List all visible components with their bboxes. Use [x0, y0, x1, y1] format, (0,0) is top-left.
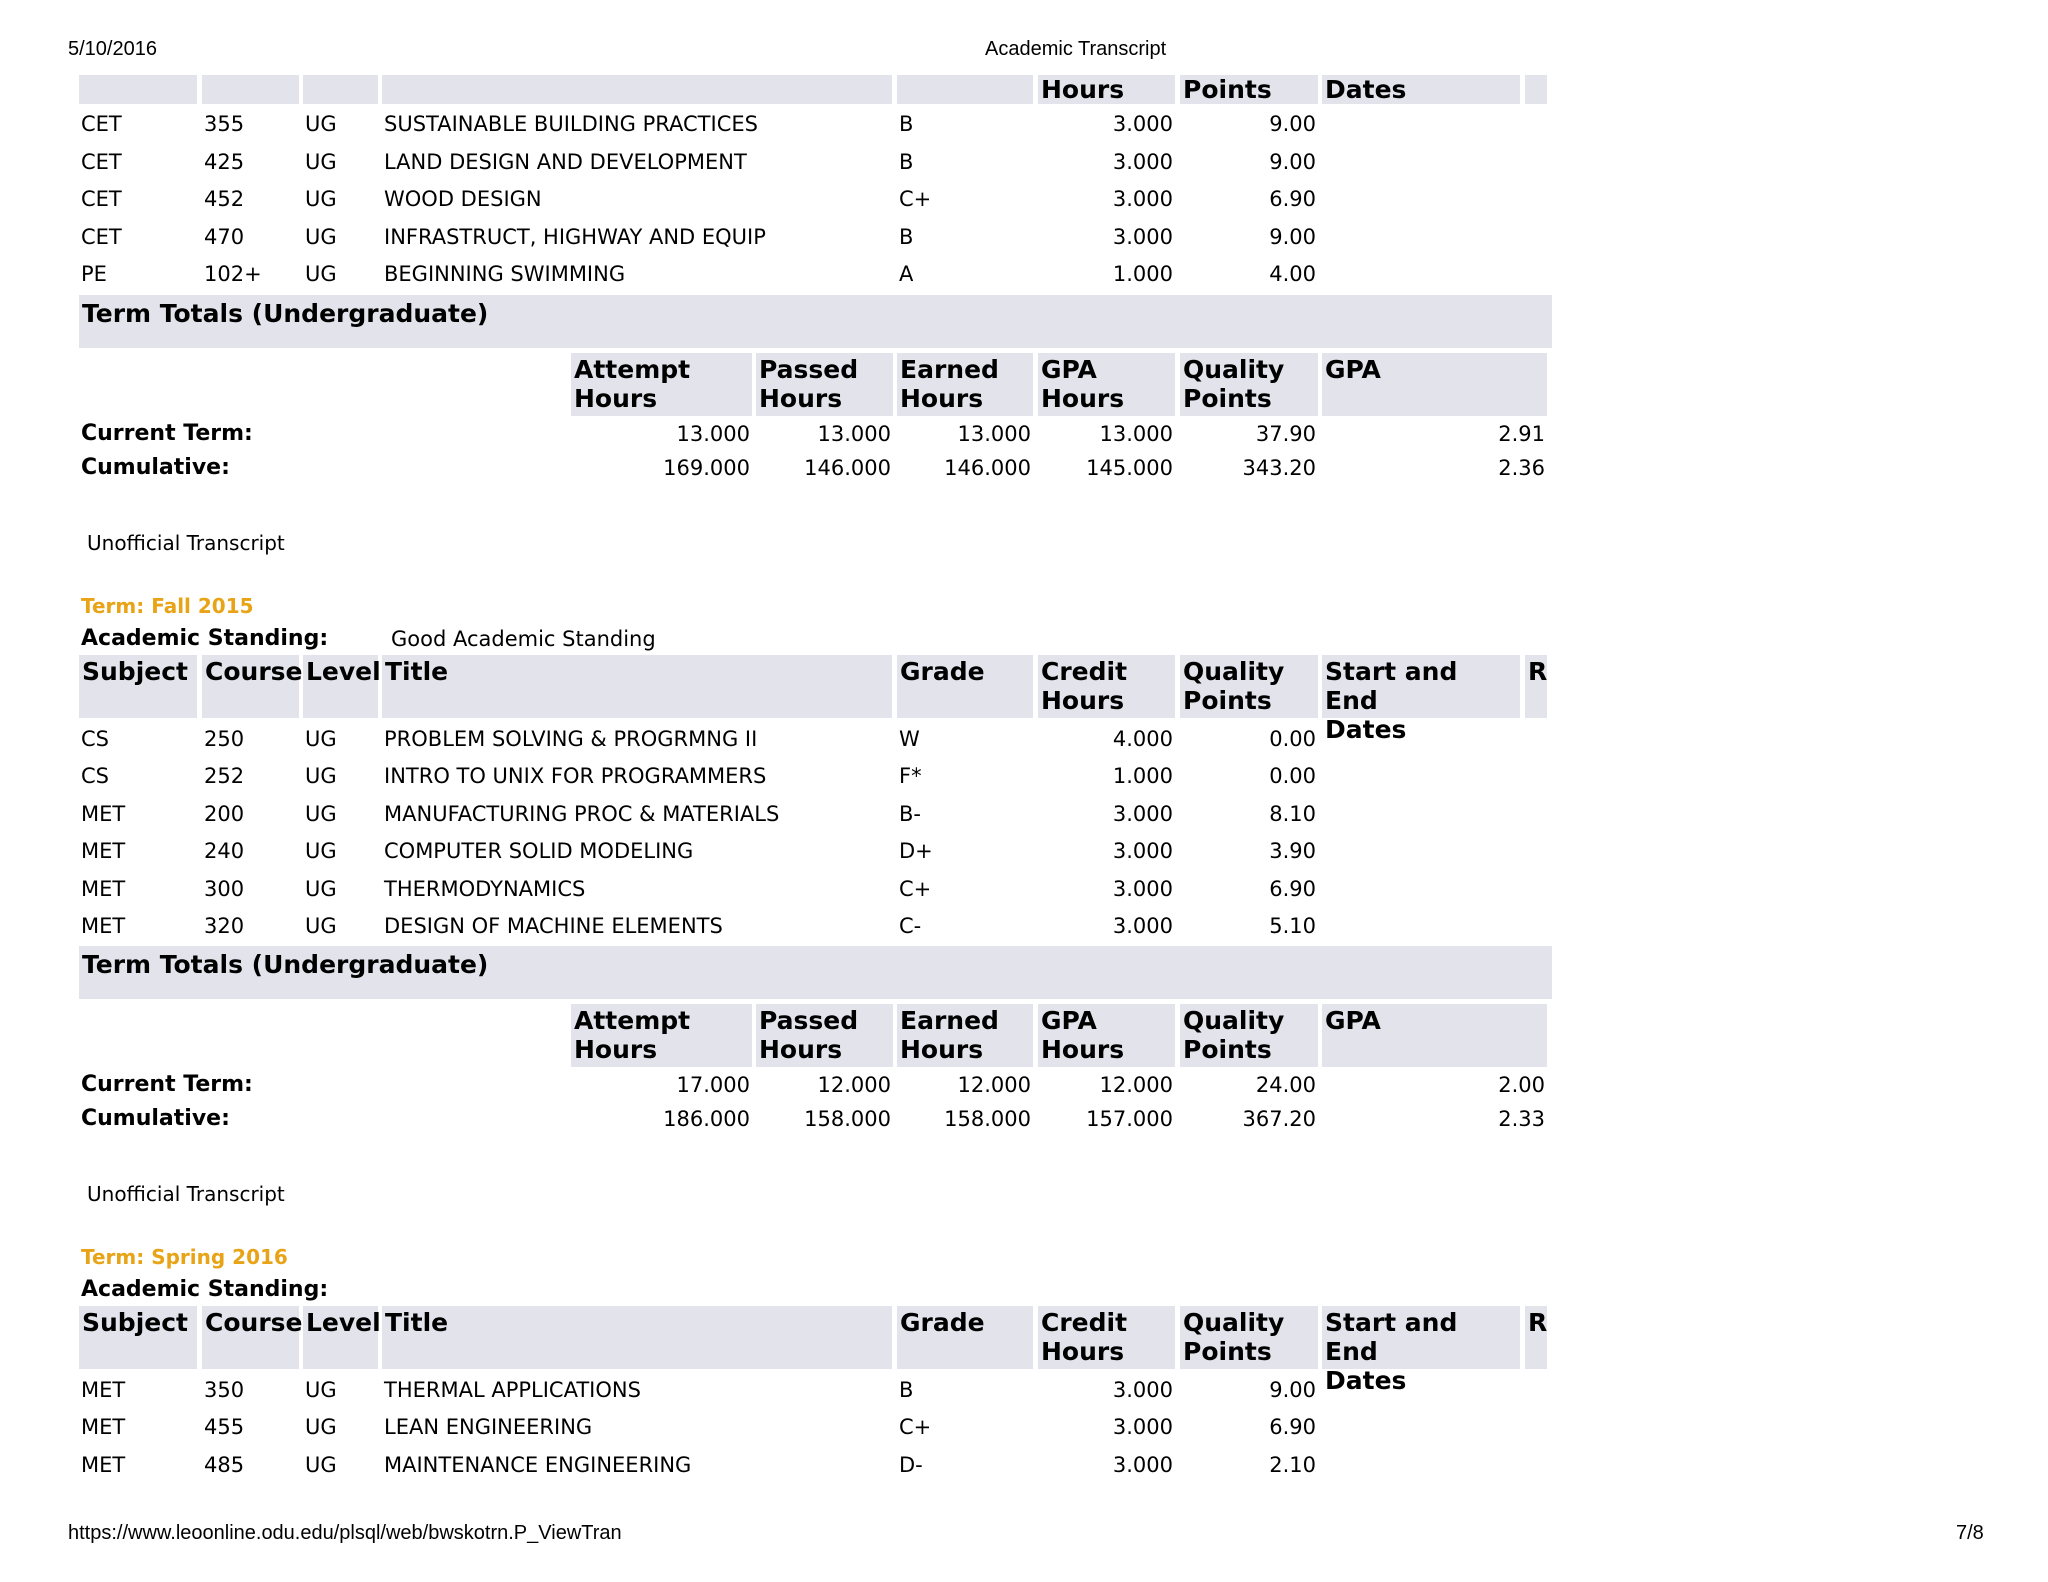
course-level: UG	[305, 149, 337, 174]
course-subject: MET	[81, 1378, 126, 1402]
course-credit: 3.000	[1112, 224, 1173, 249]
totals-gpa: 2.91	[1498, 422, 1545, 446]
totals-header-passed	[756, 353, 893, 416]
course-credit: 3.000	[1112, 187, 1173, 211]
course-credit: 3.000	[1112, 839, 1173, 864]
course-title: MAINTENANCE ENGINEERING	[384, 1452, 692, 1477]
course-course: 350	[204, 1378, 245, 1402]
course-grade: C+	[899, 187, 932, 211]
course-quality: 2.10	[1269, 1452, 1316, 1477]
course-level: UG	[305, 727, 337, 751]
header-subject-line: Subject	[82, 1308, 188, 1337]
academic-standing-value: Good Academic Standing	[391, 627, 656, 651]
course-level: UG	[305, 914, 337, 938]
course-title: INFRASTRUCT, HIGHWAY AND EQUIP	[384, 224, 766, 249]
course-course: 250	[204, 727, 245, 751]
course-subject: MET	[81, 876, 126, 901]
totals-header-attempt-line: Hours	[574, 384, 658, 413]
totals-row-label: Cumulative:	[81, 455, 230, 480]
course-title: THERMODYNAMICS	[384, 876, 586, 901]
course-level: UG	[305, 876, 337, 901]
totals-header-attempt-line: Attempt	[574, 355, 691, 384]
course-quality: 9.00	[1269, 112, 1316, 136]
header-quality-points-line: Quality	[1183, 1308, 1285, 1337]
totals-row-label: Current Term:	[81, 421, 253, 446]
unofficial-label: Unofficial Transcript	[87, 531, 285, 555]
totals-gpa_hours: 13.000	[1099, 422, 1173, 446]
course-quality: 0.00	[1269, 764, 1316, 789]
course-quality: 3.90	[1269, 839, 1316, 864]
totals-header-earned-line: Earned	[900, 355, 999, 384]
course-level: UG	[305, 187, 337, 211]
totals-header-passed-line: Hours	[759, 1035, 843, 1064]
header-title-line: Title	[385, 1308, 449, 1337]
course-subject: PE	[81, 262, 107, 286]
totals-gpa: 2.36	[1498, 456, 1545, 480]
course-credit: 3.000	[1112, 801, 1173, 826]
course-course: 452	[204, 187, 245, 211]
course-subject: MET	[81, 801, 126, 826]
totals-header-quality	[1180, 353, 1318, 416]
course-quality: 6.90	[1269, 1415, 1316, 1440]
totals-passed: 158.000	[804, 1107, 891, 1131]
course-quality: 0.00	[1269, 727, 1316, 751]
course-subject: CS	[81, 727, 109, 751]
totals-gpa_hours: 12.000	[1099, 1073, 1173, 1097]
header-title	[382, 655, 892, 718]
course-grade: D+	[899, 839, 933, 864]
course-course: 240	[204, 839, 245, 864]
totals-header-quality-line: Points	[1183, 1035, 1272, 1064]
course-subject: CET	[81, 187, 122, 211]
header-dates: Dates	[1322, 75, 1520, 104]
totals-header-quality	[1180, 1004, 1318, 1067]
totals-passed: 12.000	[817, 1073, 891, 1097]
totals-header-quality-line: Quality	[1183, 355, 1285, 384]
course-quality: 6.90	[1269, 876, 1316, 901]
course-course: 355	[204, 112, 245, 136]
course-title: LAND DESIGN AND DEVELOPMENT	[384, 149, 747, 174]
course-credit: 3.000	[1112, 1452, 1173, 1477]
page-url: https://www.leoonline.odu.edu/plsql/web/bwskotrn.P_ViewTran	[68, 1522, 622, 1544]
course-subject: CS	[81, 764, 109, 789]
header-level-line: Level	[306, 1308, 381, 1337]
header-r	[1525, 655, 1547, 718]
course-title: SUSTAINABLE BUILDING PRACTICES	[384, 112, 758, 136]
totals-earned: 12.000	[957, 1073, 1031, 1097]
totals-earned: 146.000	[944, 456, 1031, 480]
course-course: 200	[204, 801, 245, 826]
course-credit: 3.000	[1112, 876, 1173, 901]
totals-gpa_hours: 145.000	[1086, 456, 1173, 480]
course-credit: 1.000	[1112, 764, 1173, 789]
course-grade: C-	[899, 914, 922, 938]
course-credit: 4.000	[1112, 727, 1173, 751]
term-totals-heading: Term Totals (Undergraduate)	[79, 295, 1552, 348]
header-grade	[897, 1306, 1033, 1369]
totals-header-passed-line: Passed	[759, 1006, 859, 1035]
totals-row-label: Cumulative:	[81, 1106, 230, 1131]
totals-header-attempt-line: Attempt	[574, 1006, 691, 1035]
header-course-line: Course	[205, 1308, 303, 1337]
course-subject: CET	[81, 112, 122, 136]
term-label: Term: Fall 2015	[81, 594, 254, 618]
totals-header-gpa-hours-line: GPA	[1041, 355, 1097, 384]
course-title: COMPUTER SOLID MODELING	[384, 839, 694, 864]
unofficial-label: Unofficial Transcript	[87, 1182, 285, 1206]
header-title	[382, 1306, 892, 1369]
totals-header-earned	[897, 1004, 1033, 1067]
header-start-end-dates	[1322, 1306, 1520, 1395]
totals-header-attempt	[571, 353, 752, 416]
totals-attempt: 17.000	[676, 1073, 750, 1097]
header-credit-hours-line: Credit	[1041, 657, 1128, 686]
course-course: 102+	[204, 262, 262, 286]
header-start-end-dates-line: Dates	[1325, 1366, 1407, 1395]
header-level	[303, 655, 381, 718]
totals-attempt: 169.000	[663, 456, 750, 480]
course-subject: MET	[81, 1452, 126, 1477]
course-quality: 6.90	[1269, 187, 1316, 211]
course-quality: 4.00	[1269, 262, 1316, 286]
course-title: PROBLEM SOLVING & PROGRMNG II	[384, 727, 758, 751]
course-course: 252	[204, 764, 245, 789]
totals-header-gpa-line: GPA	[1325, 355, 1381, 384]
header-level-line: Level	[306, 657, 381, 686]
course-title: INTRO TO UNIX FOR PROGRAMMERS	[384, 764, 767, 789]
course-title: LEAN ENGINEERING	[384, 1415, 593, 1440]
totals-header-attempt	[571, 1004, 752, 1067]
course-course: 485	[204, 1452, 245, 1477]
course-title: WOOD DESIGN	[384, 187, 542, 211]
print-date: 5/10/2016	[68, 38, 157, 60]
totals-header-earned-line: Earned	[900, 1006, 999, 1035]
totals-header-gpa-hours	[1038, 1004, 1175, 1067]
totals-passed: 13.000	[817, 422, 891, 446]
course-level: UG	[305, 1452, 337, 1477]
course-grade: A	[899, 262, 914, 286]
totals-header-quality-line: Points	[1183, 384, 1272, 413]
course-credit: 3.000	[1112, 149, 1173, 174]
course-subject: MET	[81, 1415, 126, 1440]
academic-standing-label: Academic Standing:	[81, 626, 329, 651]
course-grade: C+	[899, 1415, 932, 1440]
header-start-end-dates-line: Dates	[1325, 715, 1407, 744]
course-grade: D-	[899, 1452, 923, 1477]
header-quality-points-line: Points	[1183, 686, 1272, 715]
header-grade	[897, 655, 1033, 718]
course-credit: 3.000	[1112, 1378, 1173, 1402]
totals-header-earned	[897, 353, 1033, 416]
totals-header-gpa-hours	[1038, 353, 1175, 416]
course-course: 470	[204, 224, 245, 249]
header-r	[1525, 1306, 1547, 1369]
header-r-line: R	[1528, 1308, 1548, 1337]
totals-header-gpa-hours-line: GPA	[1041, 1006, 1097, 1035]
course-subject: CET	[81, 149, 122, 174]
totals-header-passed-line: Hours	[759, 384, 843, 413]
header-course-line: Course	[205, 657, 303, 686]
header-credit-hours	[1038, 655, 1175, 718]
course-credit: 3.000	[1112, 914, 1173, 938]
header-subject	[79, 655, 197, 718]
course-course: 455	[204, 1415, 245, 1440]
course-credit: 1.000	[1112, 262, 1173, 286]
header-quality-points	[1180, 1306, 1318, 1369]
course-subject: CET	[81, 224, 122, 249]
course-subject: MET	[81, 914, 126, 938]
course-quality: 9.00	[1269, 224, 1316, 249]
totals-gpa: 2.00	[1498, 1073, 1545, 1097]
course-credit: 3.000	[1112, 1415, 1173, 1440]
totals-quality: 24.00	[1255, 1073, 1316, 1097]
totals-earned: 158.000	[944, 1107, 1031, 1131]
totals-passed: 146.000	[804, 456, 891, 480]
header-hours: Hours	[1038, 75, 1175, 104]
header-quality-points	[1180, 655, 1318, 718]
course-course: 425	[204, 149, 245, 174]
course-quality: 9.00	[1269, 149, 1316, 174]
header-start-end-dates	[1322, 655, 1520, 744]
course-title: DESIGN OF MACHINE ELEMENTS	[384, 914, 723, 938]
totals-gpa_hours: 157.000	[1086, 1107, 1173, 1131]
course-quality: 9.00	[1269, 1378, 1316, 1402]
course-grade: W	[899, 727, 920, 751]
academic-standing-label: Academic Standing:	[81, 1277, 329, 1302]
course-subject: MET	[81, 839, 126, 864]
header-title-line: Title	[385, 657, 449, 686]
totals-quality: 343.20	[1242, 456, 1316, 480]
course-title: MANUFACTURING PROC & MATERIALS	[384, 801, 780, 826]
totals-quality: 367.20	[1242, 1107, 1316, 1131]
header-level	[303, 1306, 381, 1369]
totals-header-attempt-line: Hours	[574, 1035, 658, 1064]
page-number: 7/8	[1956, 1522, 1984, 1544]
header-credit-hours-line: Hours	[1041, 686, 1125, 715]
header-grade-line: Grade	[900, 1308, 985, 1337]
header-subject-line: Subject	[82, 657, 188, 686]
course-level: UG	[305, 801, 337, 826]
header-subject	[79, 1306, 197, 1369]
course-quality: 8.10	[1269, 801, 1316, 826]
totals-header-earned-line: Hours	[900, 384, 984, 413]
totals-header-gpa-line: GPA	[1325, 1006, 1381, 1035]
header-grade-line: Grade	[900, 657, 985, 686]
page-title: Academic Transcript	[985, 38, 1167, 60]
term-label: Term: Spring 2016	[81, 1245, 288, 1269]
course-grade: B	[899, 224, 914, 249]
course-level: UG	[305, 1378, 337, 1402]
totals-header-passed	[756, 1004, 893, 1067]
header-credit-hours-line: Hours	[1041, 1337, 1125, 1366]
totals-quality: 37.90	[1255, 422, 1316, 446]
totals-earned: 13.000	[957, 422, 1031, 446]
course-level: UG	[305, 112, 337, 136]
course-course: 300	[204, 876, 245, 901]
header-credit-hours-line: Credit	[1041, 1308, 1128, 1337]
totals-header-passed-line: Passed	[759, 355, 859, 384]
course-grade: B	[899, 1378, 914, 1402]
course-title: THERMAL APPLICATIONS	[384, 1378, 641, 1402]
course-level: UG	[305, 224, 337, 249]
header-quality-points-line: Points	[1183, 1337, 1272, 1366]
course-level: UG	[305, 262, 337, 286]
header-start-end-dates-line: Start and End	[1325, 1308, 1458, 1366]
header-course	[202, 1306, 303, 1369]
totals-header-earned-line: Hours	[900, 1035, 984, 1064]
course-level: UG	[305, 839, 337, 864]
course-grade: B	[899, 149, 914, 174]
header-start-end-dates-line: Start and End	[1325, 657, 1458, 715]
header-quality-points-line: Quality	[1183, 657, 1285, 686]
course-credit: 3.000	[1112, 112, 1173, 136]
course-level: UG	[305, 764, 337, 789]
totals-attempt: 13.000	[676, 422, 750, 446]
term-totals-heading: Term Totals (Undergraduate)	[79, 946, 1552, 999]
course-quality: 5.10	[1269, 914, 1316, 938]
totals-row-label: Current Term:	[81, 1072, 253, 1097]
header-course	[202, 655, 303, 718]
totals-header-gpa-hours-line: Hours	[1041, 1035, 1125, 1064]
course-level: UG	[305, 1415, 337, 1440]
totals-header-gpa	[1322, 353, 1547, 416]
totals-gpa: 2.33	[1498, 1107, 1545, 1131]
totals-header-gpa-hours-line: Hours	[1041, 384, 1125, 413]
course-title: BEGINNING SWIMMING	[384, 262, 626, 286]
course-grade: B-	[899, 801, 921, 826]
totals-header-quality-line: Quality	[1183, 1006, 1285, 1035]
course-course: 320	[204, 914, 245, 938]
header-r-line: R	[1528, 657, 1548, 686]
totals-header-gpa	[1322, 1004, 1547, 1067]
header-credit-hours	[1038, 1306, 1175, 1369]
course-grade: B	[899, 112, 914, 136]
course-grade: C+	[899, 876, 932, 901]
totals-attempt: 186.000	[663, 1107, 750, 1131]
header-points: Points	[1180, 75, 1318, 104]
course-grade: F*	[899, 764, 922, 789]
